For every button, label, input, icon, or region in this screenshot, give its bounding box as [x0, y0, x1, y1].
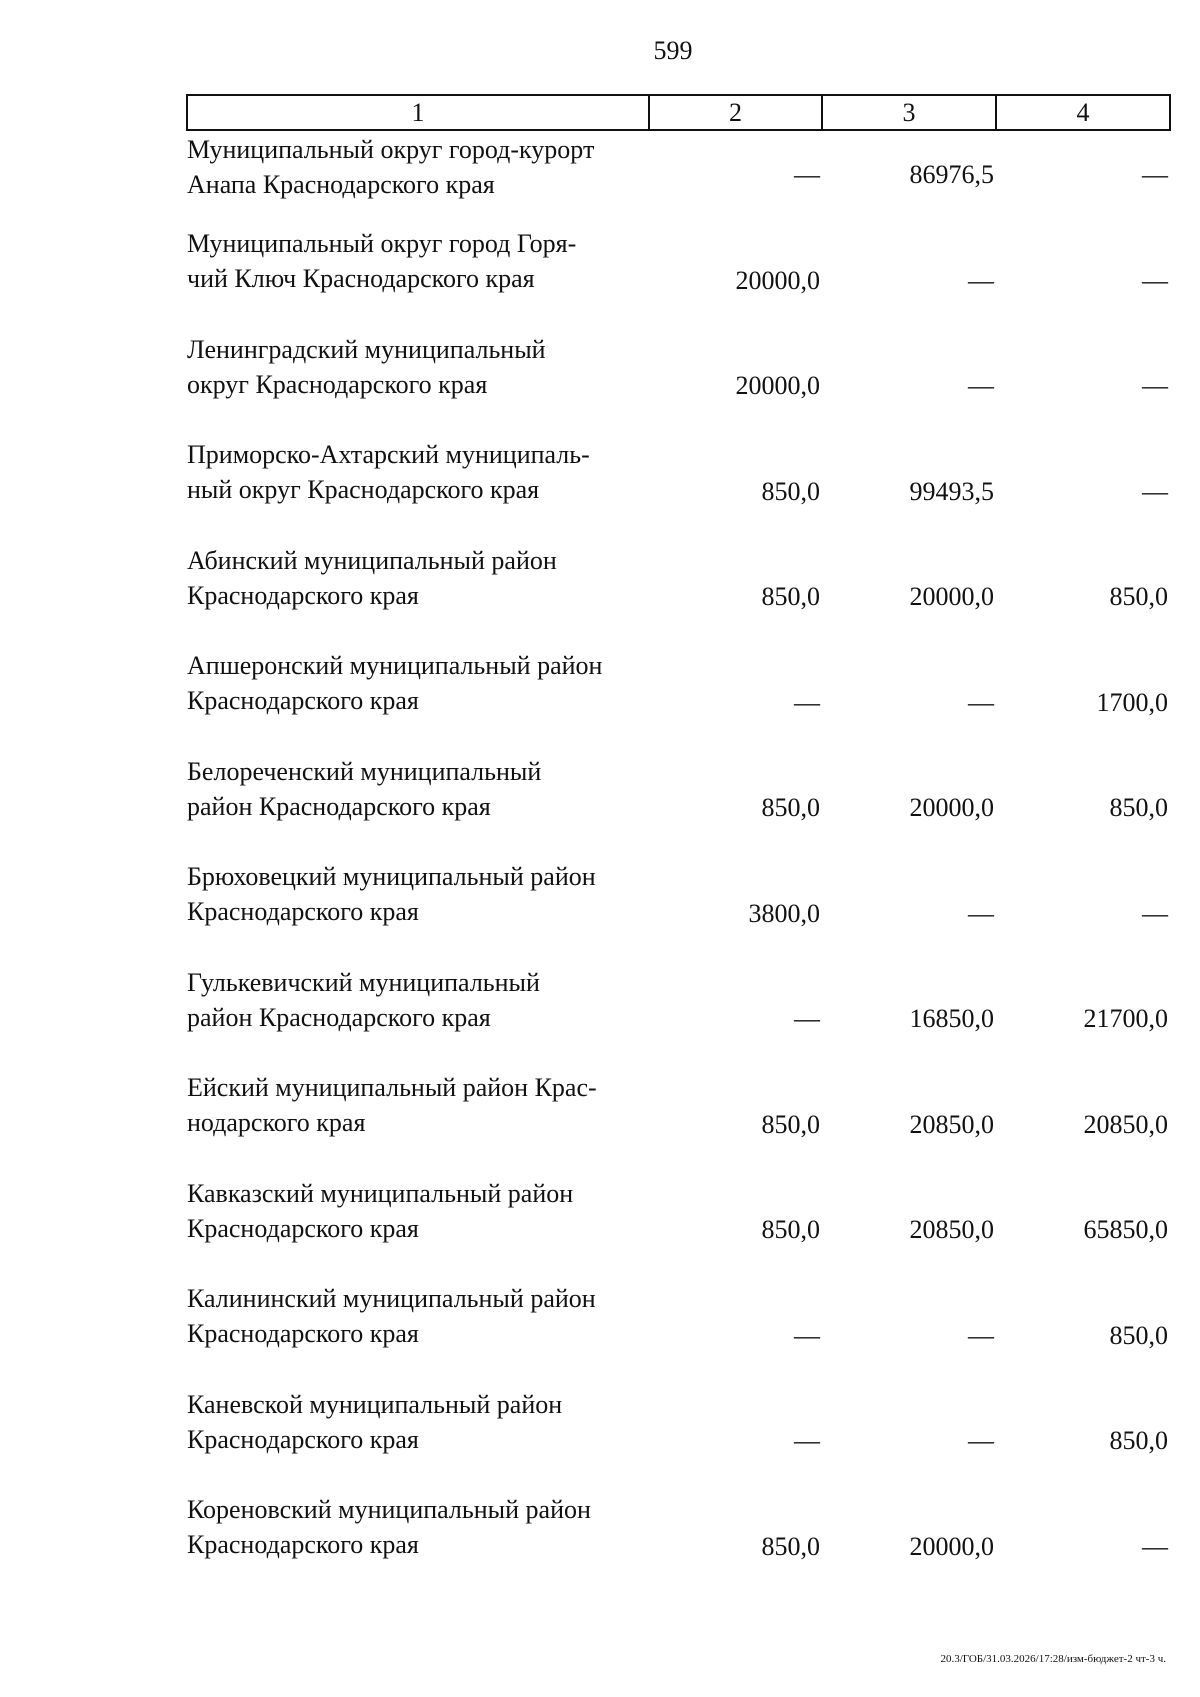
- value-text: —: [1142, 160, 1168, 189]
- value-cell-col-3: [822, 1280, 996, 1386]
- value-text: —: [794, 1320, 820, 1350]
- municipality-name-line: Ленинградский муниципальный: [187, 334, 546, 364]
- column-header-2: 2: [649, 95, 822, 130]
- municipality-name-cell: [187, 130, 649, 225]
- municipality-name-line: Краснодарского края: [187, 1319, 419, 1348]
- value-cell-col-3: [822, 331, 996, 437]
- value-text: 1700,0: [1096, 687, 1168, 717]
- value-cell-col-3: [822, 542, 996, 648]
- value-cell-col-2: [649, 130, 822, 225]
- municipality-name-line: Краснодарского края: [187, 580, 419, 610]
- value-cell-col-3: [822, 1175, 996, 1281]
- table-row: [187, 225, 1170, 331]
- value-cell-col-4: [996, 647, 1170, 753]
- value-cell-col-2: [649, 1491, 822, 1597]
- value-text: —: [1142, 1531, 1168, 1561]
- value-cell-col-3: [822, 225, 996, 331]
- value-text: 850,0: [761, 793, 820, 822]
- value-text: 20000,0: [909, 793, 994, 822]
- municipality-name-cell: [187, 436, 649, 542]
- value-text: 65850,0: [1083, 1215, 1168, 1244]
- municipality-name-cell: [187, 1069, 649, 1175]
- municipality-name-line: Абинский муниципальный район: [187, 545, 557, 575]
- value-cell-col-4: [996, 542, 1170, 648]
- value-text: 850,0: [1109, 1426, 1168, 1455]
- value-cell-col-3: [822, 130, 996, 225]
- value-text: 850,0: [1109, 1320, 1168, 1350]
- value-cell-col-4: [996, 753, 1170, 859]
- value-text: 850,0: [761, 1109, 820, 1139]
- column-header-1: 1: [187, 95, 649, 130]
- table-body: [187, 130, 1170, 1597]
- table-row: [187, 1386, 1170, 1492]
- value-text: 20000,0: [735, 265, 820, 295]
- municipality-name-line: округ Краснодарского края: [187, 369, 488, 399]
- municipality-name-cell: [187, 858, 649, 964]
- municipality-name-line: Апшеронский муниципальный район: [187, 651, 603, 680]
- value-cell-col-4: [996, 858, 1170, 964]
- municipality-name-line: Кореновский муниципальный район: [187, 1495, 591, 1524]
- municipality-name-line: район Краснодарского края: [187, 791, 491, 821]
- municipality-name-line: Краснодарского края: [187, 1530, 419, 1559]
- municipality-name-line: Брюховецкий муниципальный район: [187, 862, 596, 891]
- value-cell-col-3: [822, 964, 996, 1070]
- value-cell-col-2: [649, 225, 822, 331]
- value-text: —: [794, 160, 820, 189]
- budget-table: [186, 94, 1171, 1597]
- municipality-name-line: Приморско-Ахтарский муниципаль-: [187, 440, 590, 469]
- table-row: [187, 130, 1170, 225]
- value-text: 20000,0: [909, 1531, 994, 1561]
- value-cell-col-3: [822, 436, 996, 542]
- value-text: 3800,0: [748, 898, 820, 928]
- value-text: —: [968, 898, 994, 928]
- value-text: 850,0: [761, 476, 820, 506]
- value-cell-col-2: [649, 331, 822, 437]
- value-text: —: [1142, 265, 1168, 295]
- value-text: 99493,5: [909, 476, 994, 506]
- page-number-text: 599: [653, 36, 693, 65]
- municipality-name-line: Муниципальный округ город-курорт: [187, 135, 595, 164]
- value-cell-col-2: [649, 964, 822, 1070]
- table-row: [187, 1491, 1170, 1597]
- column-header-3: 3: [822, 95, 996, 130]
- municipality-name-cell: [187, 1386, 649, 1492]
- value-cell-col-4: [996, 1386, 1170, 1492]
- municipality-name-cell: [187, 647, 649, 753]
- value-text: 20000,0: [909, 582, 994, 611]
- table-row: [187, 858, 1170, 964]
- municipality-name-cell: [187, 1491, 649, 1597]
- value-text: 850,0: [761, 1215, 820, 1244]
- municipality-name-line: нодарского края: [187, 1108, 366, 1137]
- value-text: 16850,0: [909, 1004, 994, 1033]
- table-row: [187, 647, 1170, 753]
- value-text: —: [968, 1320, 994, 1350]
- table-row: [187, 542, 1170, 648]
- value-cell-col-4: [996, 225, 1170, 331]
- value-cell-col-3: [822, 647, 996, 753]
- value-cell-col-4: [996, 130, 1170, 225]
- table-row: [187, 753, 1170, 859]
- table-row: [187, 436, 1170, 542]
- value-text: 20000,0: [735, 371, 820, 400]
- value-text: 86976,5: [909, 160, 994, 189]
- municipality-name-cell: [187, 331, 649, 437]
- value-text: —: [794, 1004, 820, 1033]
- value-cell-col-2: [649, 436, 822, 542]
- municipality-name-cell: [187, 225, 649, 331]
- municipality-name-line: Анапа Краснодарского края: [187, 170, 495, 199]
- table-row: [187, 1175, 1170, 1281]
- value-text: —: [794, 1426, 820, 1455]
- table-row: [187, 1280, 1170, 1386]
- municipality-name-line: чий Ключ Краснодарского края: [187, 264, 535, 293]
- municipality-name-line: Кавказский муниципальный район: [187, 1178, 574, 1208]
- value-cell-col-3: [822, 858, 996, 964]
- value-text: 20850,0: [1083, 1109, 1168, 1139]
- municipality-name-line: Каневской муниципальный район: [187, 1389, 563, 1419]
- value-cell-col-4: [996, 1280, 1170, 1386]
- municipality-name-line: Краснодарского края: [187, 1213, 419, 1243]
- municipality-name-line: Ейский муниципальный район Крас-: [187, 1073, 597, 1102]
- municipality-name-line: Муниципальный округ город Горя-: [187, 229, 577, 258]
- municipality-name-cell: [187, 1175, 649, 1281]
- value-text: 20850,0: [909, 1109, 994, 1139]
- footer-code: 20.3/ГОБ/31.03.2026/17:28/изм-бюджет-2 чт-3 ч.: [940, 1653, 1166, 1665]
- value-cell-col-2: [649, 542, 822, 648]
- municipality-name-line: Гулькевичский муниципальный: [187, 967, 540, 997]
- value-text: —: [1142, 371, 1168, 400]
- table-row: [187, 331, 1170, 437]
- value-text: —: [1142, 476, 1168, 506]
- value-text: 20850,0: [909, 1215, 994, 1244]
- value-cell-col-2: [649, 1386, 822, 1492]
- value-cell-col-2: [649, 753, 822, 859]
- value-text: —: [968, 265, 994, 295]
- value-text: 21700,0: [1083, 1004, 1168, 1033]
- value-text: 850,0: [761, 1531, 820, 1561]
- municipality-name-line: Калининский муниципальный район: [187, 1284, 596, 1313]
- table-row: [187, 1069, 1170, 1175]
- value-cell-col-4: [996, 1175, 1170, 1281]
- value-cell-col-2: [649, 647, 822, 753]
- municipality-name-line: район Краснодарского края: [187, 1002, 491, 1032]
- value-text: —: [968, 1426, 994, 1455]
- municipality-name-cell: [187, 1280, 649, 1386]
- value-text: —: [794, 687, 820, 717]
- value-cell-col-4: [996, 964, 1170, 1070]
- municipality-name-line: Краснодарского края: [187, 897, 419, 926]
- column-header-4: 4: [996, 95, 1170, 130]
- municipality-name-line: ный округ Краснодарского края: [187, 475, 540, 504]
- value-cell-col-3: [822, 1069, 996, 1175]
- value-cell-col-4: [996, 331, 1170, 437]
- value-text: 850,0: [761, 582, 820, 611]
- municipality-name-line: Белореченский муниципальный: [187, 756, 542, 786]
- value-cell-col-3: [822, 1386, 996, 1492]
- municipality-name-cell: [187, 964, 649, 1070]
- value-text: 850,0: [1109, 582, 1168, 611]
- table-header-row: [187, 95, 1170, 130]
- table-row: [187, 964, 1170, 1070]
- municipality-name-cell: [187, 753, 649, 859]
- value-text: —: [1142, 898, 1168, 928]
- value-cell-col-2: [649, 1280, 822, 1386]
- value-cell-col-2: [649, 858, 822, 964]
- value-cell-col-4: [996, 1069, 1170, 1175]
- municipality-name-line: Краснодарского края: [187, 1424, 419, 1454]
- value-text: —: [968, 371, 994, 400]
- page-number: [0, 36, 1200, 66]
- value-cell-col-3: [822, 753, 996, 859]
- municipality-name-line: Краснодарского края: [187, 686, 419, 715]
- value-cell-col-3: [822, 1491, 996, 1597]
- value-cell-col-2: [649, 1175, 822, 1281]
- value-cell-col-4: [996, 1491, 1170, 1597]
- value-cell-col-2: [649, 1069, 822, 1175]
- value-text: 850,0: [1109, 793, 1168, 822]
- municipality-name-cell: [187, 542, 649, 648]
- value-text: —: [968, 687, 994, 717]
- value-cell-col-4: [996, 436, 1170, 542]
